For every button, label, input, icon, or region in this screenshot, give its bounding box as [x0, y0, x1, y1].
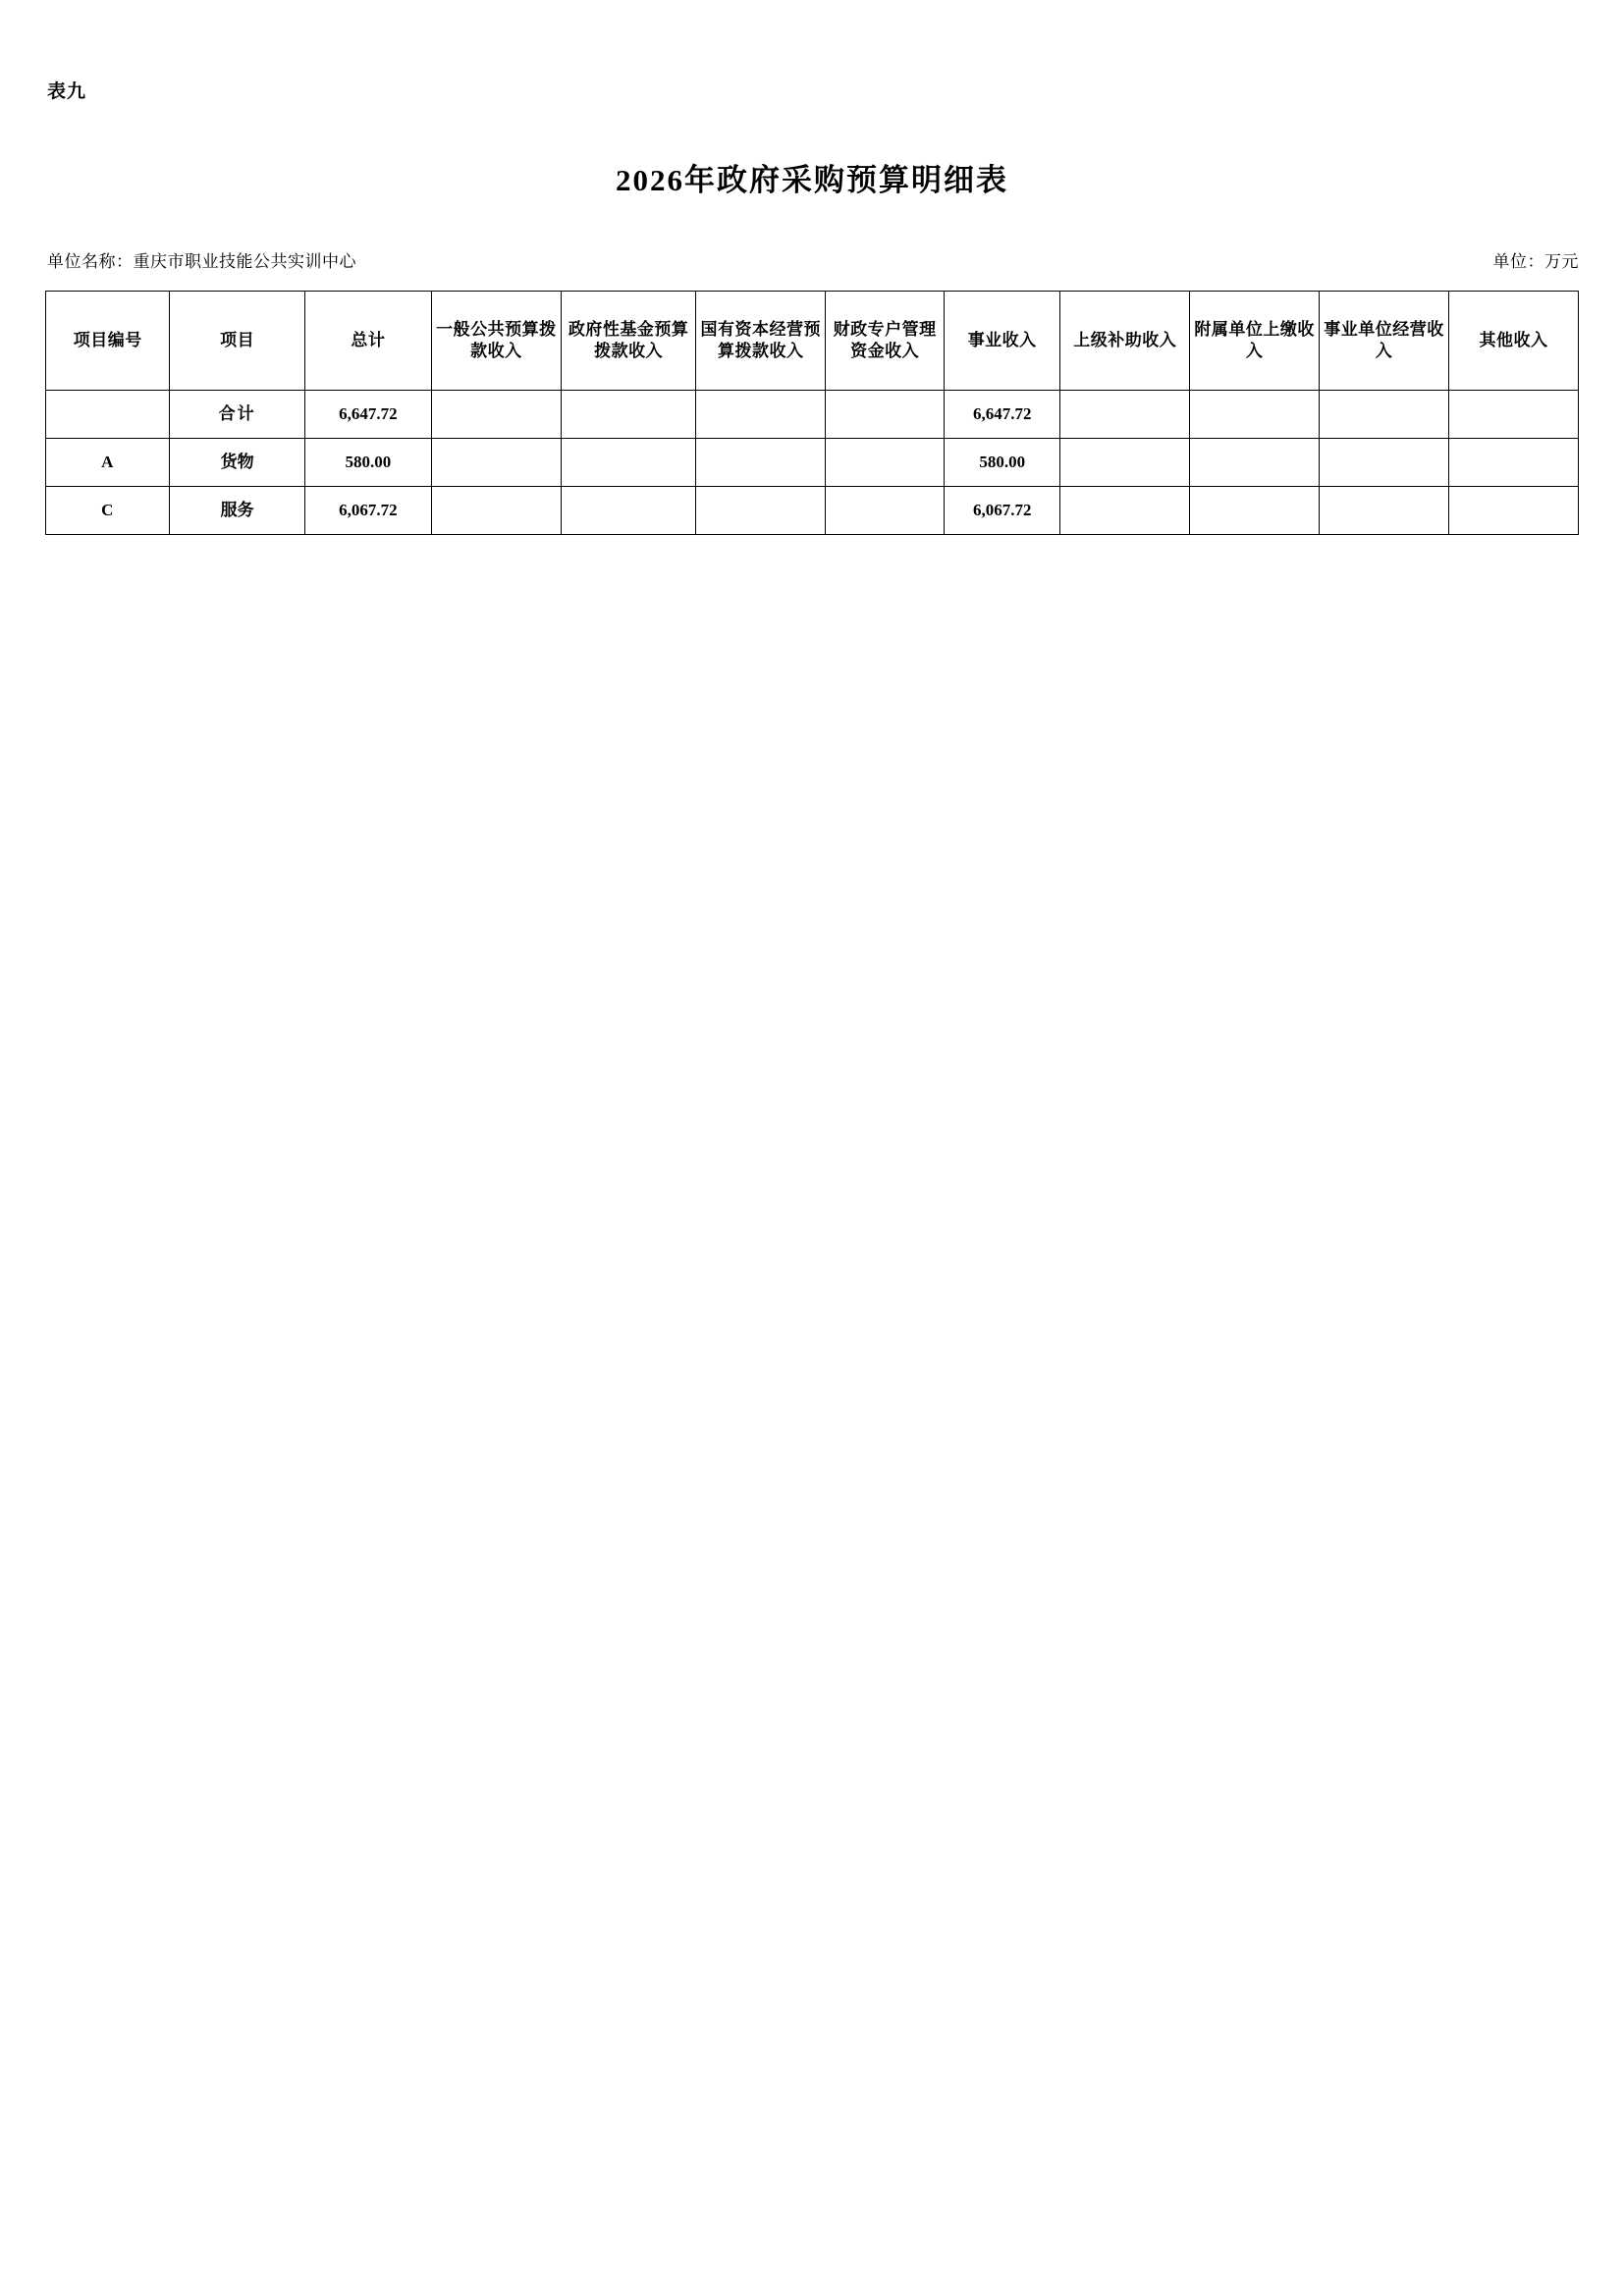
cell-superior-subsidy	[1060, 439, 1190, 487]
cell-state-capital-budget	[696, 439, 826, 487]
column-header-fiscal-account-funds: 财政专户管理资金收入	[826, 292, 945, 391]
cell-gov-fund-budget	[561, 487, 695, 535]
cell-subordinate-contribution	[1190, 391, 1320, 439]
cell-item-name: 合计	[170, 391, 304, 439]
column-header-operating-income: 事业收入	[945, 292, 1060, 391]
cell-fiscal-account-funds	[826, 391, 945, 439]
cell-operating-income: 6,647.72	[945, 391, 1060, 439]
cell-business-operating-income	[1320, 391, 1449, 439]
cell-fiscal-account-funds	[826, 487, 945, 535]
column-header-other-income: 其他收入	[1449, 292, 1579, 391]
cell-item-code: C	[46, 487, 170, 535]
unit-name-label: 单位名称：重庆市职业技能公共实训中心	[47, 252, 356, 271]
column-header-state-capital-budget: 国有资本经营预算拨款收入	[696, 292, 826, 391]
procurement-budget-table	[45, 291, 1579, 535]
budget-table-wrapper	[45, 291, 1579, 535]
cell-item-code	[46, 391, 170, 439]
cell-operating-income: 6,067.72	[945, 487, 1060, 535]
table-header-row	[46, 292, 1579, 391]
column-header-superior-subsidy: 上级补助收入	[1060, 292, 1190, 391]
cell-subordinate-contribution	[1190, 487, 1320, 535]
cell-other-income	[1449, 439, 1579, 487]
table-header	[46, 292, 1579, 391]
cell-operating-income: 580.00	[945, 439, 1060, 487]
column-header-total: 总计	[304, 292, 431, 391]
column-header-subordinate-contribution: 附属单位上缴收入	[1190, 292, 1320, 391]
cell-business-operating-income	[1320, 439, 1449, 487]
cell-general-public-budget	[431, 391, 561, 439]
table-row	[46, 391, 1579, 439]
cell-subordinate-contribution	[1190, 439, 1320, 487]
cell-item-code: A	[46, 439, 170, 487]
table-body	[46, 391, 1579, 535]
cell-superior-subsidy	[1060, 391, 1190, 439]
sheet-tag: 表九	[47, 81, 87, 102]
cell-total: 580.00	[304, 439, 431, 487]
cell-other-income	[1449, 487, 1579, 535]
cell-total: 6,647.72	[304, 391, 431, 439]
meta-row	[47, 247, 1579, 272]
column-header-item-name: 项目	[170, 292, 304, 391]
cell-item-name: 货物	[170, 439, 304, 487]
cell-item-name: 服务	[170, 487, 304, 535]
page-title: 2026年政府采购预算明细表	[616, 163, 1008, 197]
cell-total: 6,067.72	[304, 487, 431, 535]
cell-state-capital-budget	[696, 391, 826, 439]
column-header-item-code: 项目编号	[46, 292, 170, 391]
table-row	[46, 439, 1579, 487]
amount-unit-label: 单位：万元	[1492, 252, 1579, 271]
cell-general-public-budget	[431, 439, 561, 487]
column-header-general-public-budget: 一般公共预算拨款收入	[431, 292, 561, 391]
cell-state-capital-budget	[696, 487, 826, 535]
cell-general-public-budget	[431, 487, 561, 535]
cell-superior-subsidy	[1060, 487, 1190, 535]
cell-other-income	[1449, 391, 1579, 439]
cell-fiscal-account-funds	[826, 439, 945, 487]
column-header-gov-fund-budget: 政府性基金预算拨款收入	[561, 292, 695, 391]
cell-gov-fund-budget	[561, 439, 695, 487]
table-row	[46, 487, 1579, 535]
cell-business-operating-income	[1320, 487, 1449, 535]
column-header-business-operating-income: 事业单位经营收入	[1320, 292, 1449, 391]
cell-gov-fund-budget	[561, 391, 695, 439]
